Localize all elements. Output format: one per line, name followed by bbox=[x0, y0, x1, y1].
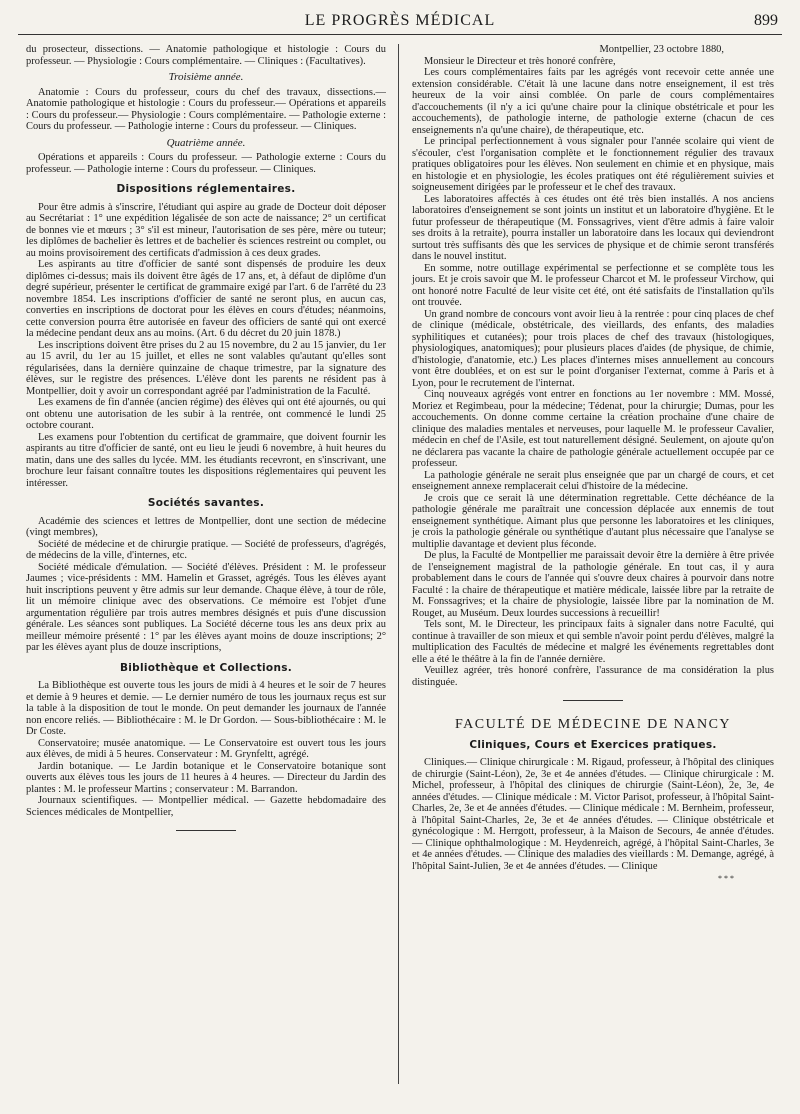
year-heading: Troisième année. bbox=[168, 71, 244, 83]
paragraph: Tels sont, M. le Directeur, les principaux faits à signaler dans notre Faculté, qui continue à travailler de son mieux et qui semble n'avoir point perdu d'élèves, malgré la multiplication des Facultés de médecine et malgré les événements regrettables dont elle a été le théâtre à la fin de l'année dernière. bbox=[412, 619, 774, 665]
page-header bbox=[18, 8, 782, 35]
paragraph: Jardin botanique. — Le Jardin botanique et le Conservatoire botanique sont ouverts aux élèves tous les jours de 11 heures à 4 heures. — Directeur du Jardin des plantes : M. le professeur Martins ; conservateur : M. Barrandon. bbox=[26, 760, 386, 795]
paragraph: La pathologie générale ne serait plus enseignée que par un chargé de cours, et cet enseignement annexe remplacerait celui d'histoire de la médecine. bbox=[412, 469, 774, 492]
paragraph: Les inscriptions doivent être prises du 2 au 15 novembre, du 2 au 15 janvier, du 1er au 15 avril, du 1er au 15 juillet, et elles ne sont valables qu'autant qu'elles sont régularisées, dans la dernière quinzaine de chaque trimestre, par la signature des élèves, sur le registre des présences. L'élève dont les parents ne résident pas à Montpellier, doit y avoir un correspondant agréé par l'administration de la Faculté. bbox=[26, 339, 386, 397]
letter-salutation: Monsieur le Directeur et très honoré confrère, bbox=[424, 55, 616, 67]
paragraph: En somme, notre outillage expérimental se perfectionne et se complète tous les jours. Et je crois savoir que M. le professeur Charcot et M. le professeur Virchow, qui ont honoré notre Faculté de leur visite cet été, ont été satisfaits de l'installation qu'ils ont trouvée. bbox=[412, 262, 774, 308]
journal-title: LE PROGRÈS MÉDICAL bbox=[304, 12, 496, 29]
paragraph: De plus, la Faculté de Montpellier me paraissait devoir être la dernière à être privée de l'enseignement magistral de la pathologie générale. En tout cas, il y aura probablement dans le cours de l'année qui s'ouvre deux chaires à pourvoir dans notre Faculté : la chaire de thérapeutique et matière médicale, laissée libre par la retraite de M. Fonssagrives; et la chaire de physiologie, laissée libre par la nomination de M. Rouget, au Muséum. Deux lourdes successions à recueillir! bbox=[412, 550, 774, 619]
paragraph: La Bibliothèque est ouverte tous les jours de midi à 4 heures et le soir de 7 heures et demie à 9 heures et demie. — Le dernier numéro de tous les journaux reçus est sur la table à la disposition de tout le monde. On peut demander les journaux de l'année non encore reliés. — Bibliothécaire : M. le Dr Gordon. — Sous-bibliothécaire : M. le Dr Coste. bbox=[26, 680, 386, 737]
continuation-mark: * * * bbox=[718, 874, 734, 883]
paragraph: Les aspirants au titre d'officier de santé sont dispensés de produire les deux diplômes ci-dessus; mais ils doivent être âgés de 17 ans, et, à défaut de diplôme d'un degré supérieur, présenter le certificat de grammaire exigé par l'art. 6 de l'arrêté du 23 novembre 1854. Les inscriptions d'officier de santé ne seront plus, en aucun cas, converties en inscriptions de doctorat pour les élèves en cours d'études; néanmoins, cette conversion pourra être autorisée en faveur des officiers de santé qui ont exercé la médecine pendant deux ans au moins. (Art. 6 du décret du 20 juin 1878.) bbox=[26, 259, 386, 339]
section-heading-bibliotheque: Bibliothèque et Collections. bbox=[119, 661, 293, 674]
paragraph: Opérations et appareils : Cours du professeur. — Pathologie externe : Cours du professeur. — Pathologie interne : Cours du professeur. — Cliniques. bbox=[26, 152, 386, 175]
paragraph: Le principal perfectionnement à vous signaler pour l'année scolaire qui vient de s'écouler, c'est l'organisation complète et le fonctionnement régulier des travaux pratiques obligatoires pour les élèves. Non seulement en chimie et en physique, mais en histologie et en physiologie, les écoles pratiques ont été régulièrement suivies et soigneusement dirigées par le professeur et le chef des travaux. bbox=[412, 136, 774, 193]
faculty-title: FACULTÉ DE MÉDECINE DE NANCY bbox=[454, 717, 732, 732]
paragraph: Les examens de fin d'année (ancien régime) des élèves qui ont été ajournés, ou qui ont obtenu une autorisation de les subir à la rentrée, ont commencé le lundi 25 octobre courant. bbox=[26, 397, 386, 431]
paragraph: Cliniques.— Clinique chirurgicale : M. Rigaud, professeur, à l'hôpital des cliniques de chirurgie (Saint-Léon), 2e, 3e et 4e années d'études. — Clinique chirurgicale : M. Michel, professeur, à l'hôpital des cliniques de chirurgie (Saint-Léon), 2e, 3e, 4e années d'études. — Clinique médicale : M. Victor Parisot, professeur, à l'hôpital Saint-Charles, 2e, 3e et 4e années d'études. — Clinique médicale : M. Bernheim, professeur, à l'hôpital Saint-Charles, 2e, 3e et 4e années d'études. — Clinique obstétricale et gynécologique : M. Herrgott, professeur, à la Maison de Secours, 4e année d'études. — Clinique ophthalmologique : M. Heydenreich, agrégé, à l'hôpital Saint-Charles, 3e et 4e années d'études. — Clinique des maladies des vieillards : M. Demange, agrégé, à l'hôpital Saint-Julien, 3e et 4e années d'études. — Clinique bbox=[412, 757, 774, 872]
section-rule bbox=[563, 700, 623, 701]
letter-date: Montpellier, 23 octobre 1880, bbox=[599, 44, 724, 55]
paragraph: Les examens pour l'obtention du certificat de grammaire, que doivent fournir les aspirants au titre d'officier de santé, ont eu lieu le jeudi 6 novembre, à huit heures du matin, dans une des salles du lycée. MM. les étudiants recevront, en s'inscrivant, une brochure leur faisant connaître toutes les dispositions réglementaires qui peuvent les intéresser. bbox=[26, 431, 386, 489]
page-number: 899 bbox=[754, 12, 778, 29]
paragraph: Conservatoire; musée anatomique. — Le Conservatoire est ouvert tous les jours aux élèves, de midi à 5 heures. Conservateur : M. Grynfeltt, agrégé. bbox=[26, 737, 386, 760]
paragraph: Société de médecine et de chirurgie pratique. — Société de professeurs, d'agrégés, de médecins de la ville, d'internes, etc. bbox=[26, 538, 386, 561]
paragraph: Un grand nombre de concours vont avoir lieu à la rentrée : pour cinq places de chef de clinique (médicale, obstétricale, des vieillards, des enfants, des maladies syphilitiques et cutanées); pour trois places de chef des travaux (histologiques, physiologiques, anatomiques); pour plusieurs places d'aides (de physique, de chimie, d'histologie, d'anatomie, etc.) Les places d'internes mises annuellement au concours vont être doublées, et on est sur le point d'organiser l'externat, comme à Paris et à Lyon, pour le recrutement de l'internat. bbox=[412, 308, 774, 389]
faculty-subtitle: Cliniques, Cours et Exercices pratiques. bbox=[469, 738, 717, 751]
end-rule bbox=[176, 830, 236, 831]
paragraph: Pour être admis à s'inscrire, l'étudiant qui aspire au grade de Docteur doit déposer au Secrétariat : 1° une expédition légalisée de son acte de naissance; 2° un certificat de bonnes vie et mœurs ; 3° s'il est mineur, l'autorisation de ses père, mère ou tuteur; les diplômes de bachelier ès lettres et de bachelier ès sciences restreint ou complet, ou au moins provisoirement des certificats d'admission à ces deux grades. bbox=[26, 201, 386, 259]
paragraph: Académie des sciences et lettres de Montpellier, dont une section de médecine (vingt membres), bbox=[26, 515, 386, 538]
section-heading-dispositions: Dispositions réglementaires. bbox=[116, 183, 296, 195]
paragraph: Veuillez agréer, très honoré confrère, l'assurance de ma considération la plus distinguée. bbox=[412, 665, 774, 688]
left-column bbox=[26, 44, 386, 843]
paragraph: Je crois que ce serait là une détermination regrettable. Cette déchéance de la pathologie générale me paraîtrait une concession déplacée aux ennemis de tout enseignement synthétique. Aimant plus que personne les laboratoires et les cliniques, je crois la pathologie générale ou synthétique d'autant plus nécessaire que l'analyse se multiplie davantage et devient plus féconde. bbox=[412, 492, 774, 550]
paragraph: Journaux scientifiques. — Montpellier médical. — Gazette hebdomadaire des Sciences médicales de Montpellier, bbox=[26, 795, 386, 818]
right-column bbox=[412, 44, 774, 885]
paragraph: Les cours complémentaires faits par les agrégés vont recevoir cette année une extension considérable. C'était là une lacune dans notre enseignement, il est très heureux de la voir ainsi comblée. On parle de cours complémentaires d'accouchements (il n'y a ici qu'une chaire pour la clinique obstétricale et pour les accouchements), de pathologie interne, de pathologie externe (chacun de ces enseignements n'a qu'une chaire), de thérapeutique, etc. bbox=[412, 67, 774, 136]
paragraph: Les laboratoires affectés à ces études ont été très bien installés. A nos anciens laboratoires d'enseignement se sont joints un institut et un laboratoire d'hygiène. Et le futur professeur de thérapeutique (M. Fonssagrives, vient d'être admis à faire valoir ses droits à la retraite), pourra installer un laboratoire dans les locaux qui deviendront surtout très suffisants dès que les services de physique et de chimie seront transférés dans le nouvel institut. bbox=[412, 193, 774, 262]
section-heading-societes: Sociétés savantes. bbox=[147, 497, 265, 509]
year-heading: Quatrième année. bbox=[166, 136, 246, 149]
column-divider bbox=[398, 44, 399, 1084]
paragraph: Anatomie : Cours du professeur, cours du chef des travaux, dissections.— Anatomie pathologique et histologie : Cours du professeur.— Opérations et appareils : Cours du professeur.— Physiologie : Cours complémentaire. — Pathologie externe : Cours du professeur. — Pathologie interne : Cours du professeur. — Cliniques. bbox=[26, 86, 386, 132]
paragraph: du prosecteur, dissections. — Anatomie pathologique et histologie : Cours du professeur. — Physiologie : Cours complémentaire. — Cliniques : (Facultatives). bbox=[26, 44, 386, 67]
paragraph: Société médicale d'émulation. — Société d'élèves. Président : M. le professeur Jaumes ; vice-présidents : MM. Hamelin et Grasset, agrégés. Tous les élèves ayant huit inscriptions peuvent y être admis sur leur demande. Chaque élève, à tour de rôle, lit un mémoire clinique avec des observations. Ce mémoire est l'objet d'une argumentation régulière par trois autres membres désignés et puis d'une discussion générale. Les séances sont publiques. La Société décerne tous les ans deux prix au meilleur mémoire présenté : 1° par les élèves ayant moins de douze inscriptions; 2° par les élèves ayant plus de douze inscriptions, bbox=[26, 561, 386, 653]
paragraph: Cinq nouveaux agrégés vont entrer en fonctions au 1er novembre : MM. Mossé, Moriez et Regimbeau, pour la médecine; Tédenat, pour la chirurgie; Dumas, pour les accouchements. On donne comme certaine la création prochaine d'une chaire de clinique des maladies mentales et nerveuses, pour laquelle M. le professeur Cavalier, médecin en chef de l'Asile, est tout naturellement désigné. Seulement, on ajoute qu'on ne déclarera pas vacante la chaire de pathologie générale actuellement occupée par ce professeur. bbox=[412, 389, 774, 469]
